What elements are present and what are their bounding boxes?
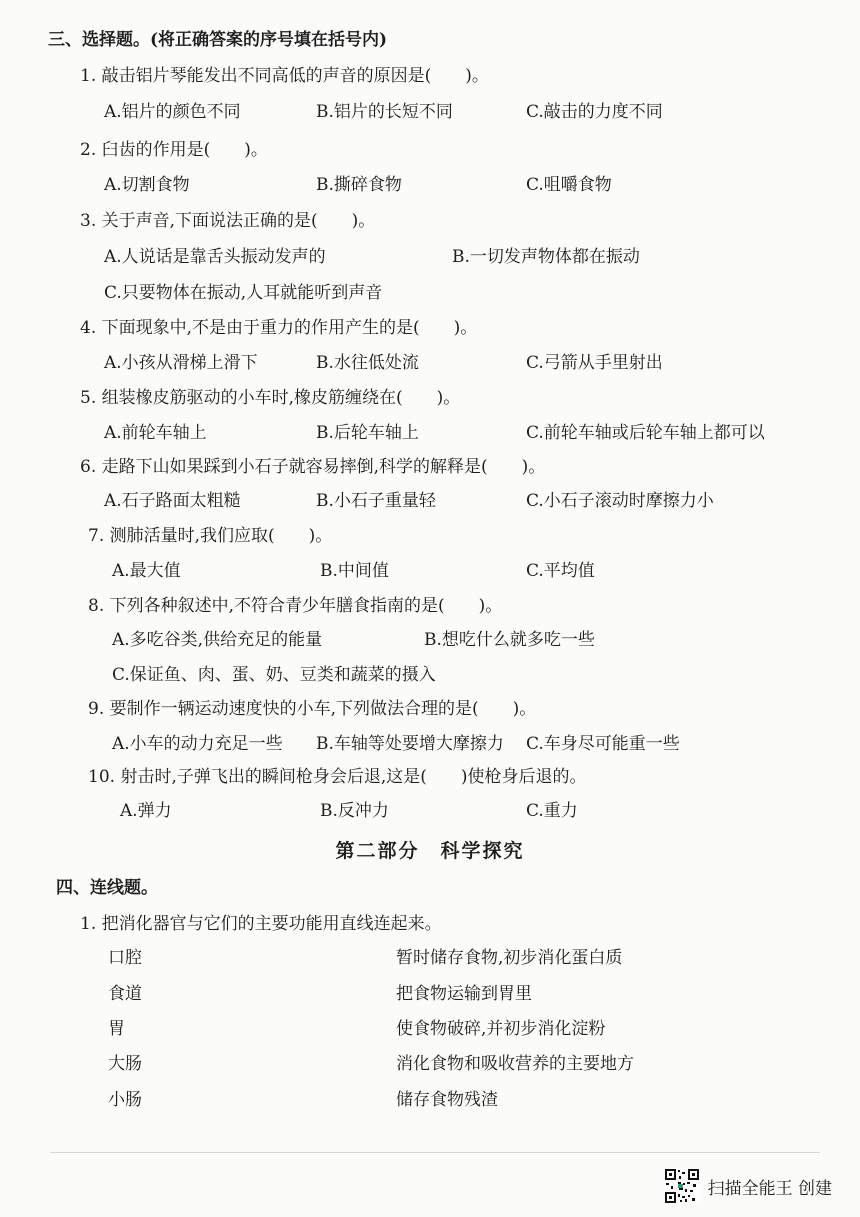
- question-7-option-c: C.平均值: [526, 561, 595, 581]
- section-4-heading: 四、连线题。: [56, 878, 158, 898]
- question-3-stem: 3. 关于声音,下面说法正确的是( )。: [80, 211, 376, 231]
- question-1-option-b: B.铝片的长短不同: [316, 102, 453, 122]
- question-2-option-b: B.撕碎食物: [316, 175, 402, 195]
- question-8-stem: 8. 下列各种叙述中,不符合青少年膳食指南的是( )。: [88, 596, 503, 616]
- question-1-stem: 1. 敲击铝片琴能发出不同高低的声音的原因是( )。: [80, 66, 489, 86]
- question-2-option-a: A.切割食物: [104, 175, 190, 195]
- organ-item: 口腔: [108, 948, 142, 968]
- scanner-watermark-text: 扫描全能王 创建: [707, 1178, 832, 1199]
- question-2-stem: 2. 臼齿的作用是( )。: [80, 140, 268, 160]
- scanner-watermark: [664, 1168, 832, 1204]
- question-7-option-a: A.最大值: [112, 561, 181, 581]
- question-5-option-c: C.前轮车轴或后轮车轴上都可以: [526, 423, 765, 443]
- question-1-option-a: A.铝片的颜色不同: [104, 102, 241, 122]
- question-8-option-c: C.保证鱼、肉、蛋、奶、豆类和蔬菜的摄入: [112, 665, 436, 685]
- question-5-option-a: A.前轮车轴上: [104, 423, 207, 443]
- organ-item: 食道: [108, 984, 142, 1004]
- organ-item: 大肠: [108, 1054, 142, 1074]
- organ-item: 小肠: [108, 1090, 142, 1110]
- function-item: 消化食物和吸收营养的主要地方: [396, 1054, 634, 1074]
- question-3-option-b: B.一切发声物体都在振动: [452, 247, 640, 267]
- section-3-heading: 三、选择题。(将正确答案的序号填在括号内): [48, 30, 388, 50]
- question-10-option-a: A.弹力: [120, 801, 172, 821]
- function-item: 暂时储存食物,初步消化蛋白质: [396, 948, 623, 968]
- question-3-option-c: C.只要物体在振动,人耳就能听到声音: [104, 283, 383, 303]
- question-10-option-c: C.重力: [526, 801, 578, 821]
- question-4-option-a: A.小孩从滑梯上滑下: [104, 353, 258, 373]
- question-7-stem: 7. 测肺活量时,我们应取( )。: [88, 526, 333, 546]
- function-item: 使食物破碎,并初步消化淀粉: [396, 1019, 606, 1039]
- question-7-option-b: B.中间值: [320, 561, 389, 581]
- qr-code-icon: [664, 1168, 700, 1204]
- question-9-option-a: A.小车的动力充足一些: [112, 734, 283, 754]
- question-1-option-c: C.敲击的力度不同: [526, 102, 663, 122]
- question-8-option-b: B.想吃什么就多吃一些: [424, 630, 595, 650]
- footer-divider: [50, 1152, 820, 1153]
- question-9-stem: 9. 要制作一辆运动速度快的小车,下列做法合理的是( )。: [88, 699, 537, 719]
- function-item: 储存食物残渣: [396, 1090, 498, 1110]
- question-4-option-c: C.弓箭从手里射出: [526, 353, 663, 373]
- question-6-option-c: C.小石子滚动时摩擦力小: [526, 491, 714, 511]
- question-4-option-b: B.水往低处流: [316, 353, 419, 373]
- question-3-option-a: A.人说话是靠舌头振动发声的: [104, 247, 326, 267]
- part-2-title: 第二部分 科学探究: [335, 840, 525, 862]
- organ-item: 胃: [108, 1019, 125, 1039]
- question-6-option-a: A.石子路面太粗糙: [104, 491, 241, 511]
- question-4-stem: 4. 下面现象中,不是由于重力的作用产生的是( )。: [80, 318, 478, 338]
- question-8-option-a: A.多吃谷类,供给充足的能量: [112, 630, 323, 650]
- question-6-option-b: B.小石子重量轻: [316, 491, 436, 511]
- function-item: 把食物运输到胃里: [396, 984, 532, 1004]
- question-9-option-c: C.车身尽可能重一些: [526, 734, 680, 754]
- question-5-option-b: B.后轮车轴上: [316, 423, 419, 443]
- question-9-option-b: B.车轴等处要增大摩擦力: [316, 734, 504, 754]
- question-5-stem: 5. 组装橡皮筋驱动的小车时,橡皮筋缠绕在( )。: [80, 388, 461, 408]
- question-10-option-b: B.反冲力: [320, 801, 389, 821]
- question-2-option-c: C.咀嚼食物: [526, 175, 612, 195]
- question-6-stem: 6. 走路下山如果踩到小石子就容易摔倒,科学的解释是( )。: [80, 457, 546, 477]
- section-4-question-1-stem: 1. 把消化器官与它们的主要功能用直线连起来。: [80, 914, 442, 934]
- question-10-stem: 10. 射击时,子弹飞出的瞬间枪身会后退,这是( )使枪身后退的。: [88, 767, 587, 787]
